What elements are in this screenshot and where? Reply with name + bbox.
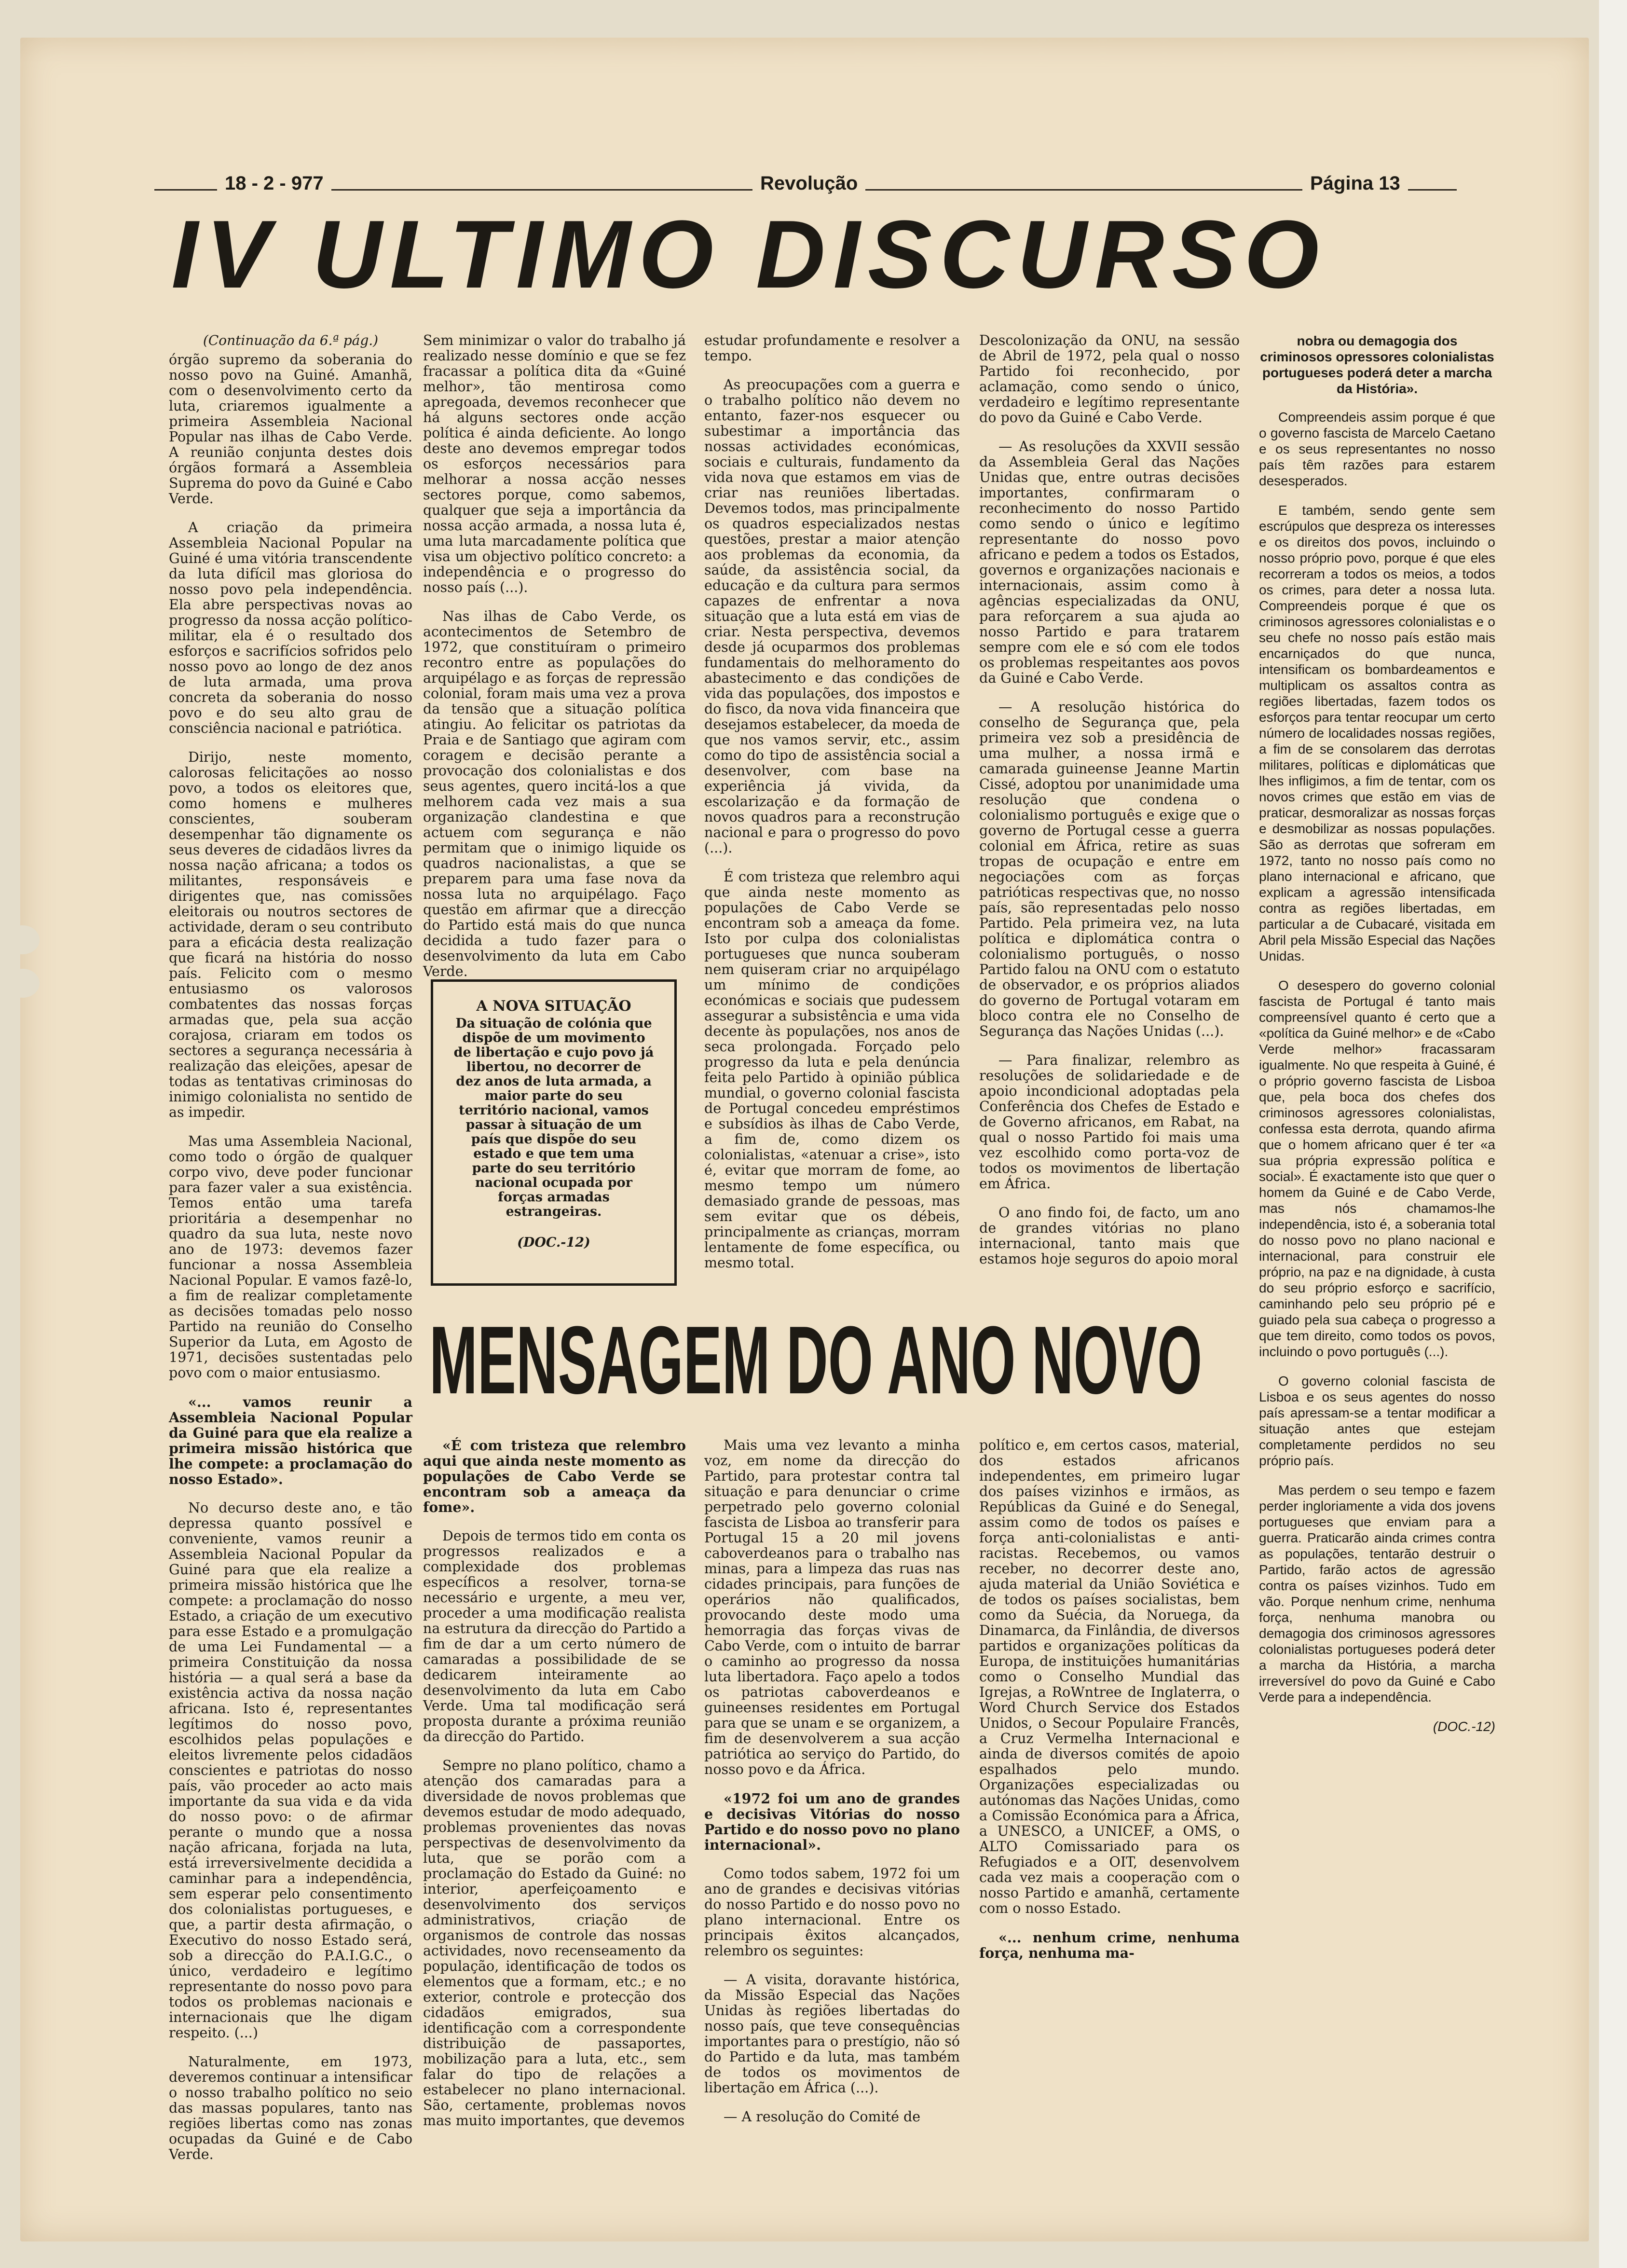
paragraph: Descolonização da ONU, na sessão de Abril de 1972, pela qual o nosso Partido foi reconhecido, por aclamação, como sendo o único, verdadeiro e legítimo representante do povo da Guiné e Cabo Verde. (979, 332, 1240, 426)
box-source: (DOC.-12) (517, 1235, 590, 1250)
paragraph: O ano findo foi, de facto, um ano de grandes vitórias no plano internacional, tanto mais que estamos hoje seguros do apoio moral (979, 1205, 1240, 1267)
continuation-note: (Continuação da 6.ª pág.) (203, 332, 379, 348)
quote-continuation: nobra ou demagogia dos criminosos opressores colonialistas portugueses poderá deter a marcha da História». (1260, 333, 1494, 396)
paragraph: O desespero do governo colonial fascista de Portugal é tanto mais compreensível quanto é certo que a «política da Guiné melhor» e de «Cabo Verde melhor» fracassaram igualmente. No que respeita à Guiné, é o próprio governo fascista de Lisboa que, pela boca dos chefes dos criminosos agressores colonialistas, confessa esta derrota, quando afirma que o homem africano quer é ter «a sua própria expressão política e social». É exactamente isto que quer o homem da Guiné e de Cabo Verde, mas nós chamamos-lhe independência, isto é, a soberania total do nosso povo no plano nacional e internacional, para construir ele próprio, na paz e na dignidade, à custa do seu próprio esforço e sacrifício, caminhando pelo seu próprio pé e guiado pela sua cabeça o progresso a que tem direito, como todos os povos, incluindo o povo português (...). (1259, 978, 1495, 1359)
column-2-lower (423, 1437, 686, 2129)
paragraph: — A resolução histórica do conselho de Segurança que, pela primeira vez sob a presidência de uma mulher, a nossa irmã e camarada guineense Jeanne Martin Cissé, adoptou por unanimidade uma resolução que condena o colonialismo português e exige que o governo de Portugal cesse a guerra colonial em África, retire as suas tropas de ocupação e entre em negociações com as forças patrióticas respectivas que, no nosso país, são representadas pelo nosso Partido. Pela primeira vez, na luta política e diplomática contra o colonialismo português, o nosso Partido falou na ONU com o estatuto de observador, e os próprios aliados do governo de Portugal votaram em bloco contra ele no Conselho de Segurança das Nações Unidas (...). (979, 699, 1240, 1039)
paragraph: E também, sendo gente sem escrúpulos que despreza os interesses e os direitos dos povos, incluindo o nosso próprio povo, porque é que eles recorreram a todos os meios, a todos os crimes, para deter a nossa luta. Compreendeis porque é que os criminosos agressores colonialistas e o seu chefe no nosso país estão mais encarniçados do que nunca, intensificam os bombardeamentos e multiplicam os assaltos contra as regiões libertadas, fazem todos os esforços para tentar reocupar um certo número de localidades nossas regiões, a fim de se consolarem das derrotas militares, políticas e diplomáticas que lhes infligimos, a fim de tentar, com os novos crimes que estão em vias de praticar, desmoralizar as nossas forças e desmobilizar as nossas populações. São as derrotas que sofreram em 1972, tanto no nosso país como no plano internacional e africano, que explicam a agressão intensificada contra as regiões libertadas, em particular a de Cubacaré, visitada em Abril pela Missão Especial das Nações Unidas. (1259, 503, 1495, 963)
paragraph: O governo colonial fascista de Lisboa e os seus agentes do nosso país apressam-se a tentar modificar a situação antes que estejam completamente perdidos no seu próprio país. (1259, 1374, 1495, 1468)
box-text: Da situação de colónia que dispõe de um movimento de libertação e cujo povo já libertou, no decorrer de dez anos de luta armada, a maior parte do seu território nacional, vamos passar à situação de um país que dispõe do seu estado e que tem uma parte do seu território nacional ocupada por forças armadas estrangeiras. (453, 1016, 654, 1219)
paragraph: É com tristeza que relembro aqui que ainda neste momento as populações de Cabo Verde se encontram sob a ameaça da fome. Isto por culpa dos colonialistas portugueses que nunca souberam nem quiseram criar no arquipélago um mínimo de condições económicas e sociais que pudessem assegurar a subsistência e uma vida decente às populações, nos anos de seca prolongada. Forçado pelo progresso da luta e pela denúncia feita pelo Partido à opinião pública mundial, o governo colonial fascista de Portugal concedeu empréstimos e subsídios às ilhas de Cabo Verde, a fim de, como dizem os colonialistas, «atenuar a crise», isto é, evitar que morram de fome, ao mesmo tempo um número demasiado grande de pessoas, mas sem evitar que os débeis, principalmente as crianças, morram lentamente de fome específica, ou mesmo total. (704, 869, 960, 1271)
paragraph: Compreendeis assim porque é que o governo fascista de Marcelo Caetano e os seus representantes no nosso país têm razões para estarem desesperados. (1259, 410, 1495, 488)
paragraph: Sem minimizar o valor do trabalho já realizado nesse domínio e que se fez fracassar a política dita da «Guiné melhor», tão mentirosa como apregoada, devemos reconhecer que há alguns sectores onde acção política é ainda deficiente. Ao longo deste ano devemos empregar todos os esforços necessários para melhorar a nossa acção nesses sectores porque, como sabemos, qualquer que seja a importância da nossa acção armada, a nossa luta é, uma luta marcadamente política que visa um objectivo político concreto: a independência e o progresso do nosso país (...). (423, 332, 686, 595)
column-3 (704, 332, 960, 1271)
paragraph: Mas uma Assembleia Nacional, como todo o órgão de qualquer corpo vivo, deve poder funcionar para fazer valer a sua existência. Temos então uma tarefa prioritária a desempenhar no quadro da sua luta, neste novo ano de 1973: devemos fazer funcionar a nossa Assembleia Nacional Popular. E vamos fazê-lo, a fim de realizar completamente as decisões tomadas pelo nosso Partido na reunião do Conselho Superior da Luta, em Agosto de 1971, decisões sustentadas pelo povo com o maior entusiasmo. (169, 1133, 412, 1381)
paragraph: As preocupações com a guerra e o trabalho político não devem no entanto, fazer-nos esquecer ou subestimar a importância das nossas actividades económicas, sociais e culturais, fundamento da vida nova que estamos em vias de criar nas reuniões libertadas. Devemos todos, mas principalmente os quadros especializados nestas questões, prestar a maior atenção aos problemas da economia, da saúde, da assistência social, da educação e da cultura para sermos capazes de enfrentar a nova situação que a luta está em vias de criar. Nesta perspectiva, devemos desde já ocuparmos dos problemas fundamentais do melhoramento do abastecimento e das condições de vida das populações, dos impostos e do fisco, da nova vida financeira que desejamos estabelecer, da moeda de que nos vamos servir, etc., assim como do tipo de assistência social a desenvolver, com base na experiência já vivida, da escolarização e da formação de novos quadros para a reconstrução nacional e para o progresso do povo (...). (704, 377, 960, 856)
column-3-lower (704, 1437, 960, 2125)
paragraph: Dirijo, neste momento, calorosas felicitações ao nosso povo, a todos os eleitores que, como homens e mulheres conscientes, souberam desempenhar tão dignamente os seus deveres de cidadãos livres da nossa nação africana; a todos os militantes, responsáveis e dirigentes que, nas comissões eleitorais ou noutros sectores de actividade, deram o seu contributo para a eficácia desta realização que ficará na história do nosso país. Felicito com o mesmo entusiasmo os valorosos combatentes das nossas forças armadas que, pela sua acção corajosa, criaram em todos os sectores a segurança necessária à realização das eleições, apesar de todas as tentativas criminosas do inimigo colonialista no sentido de as impedir. (169, 749, 413, 1120)
header-newspaper-name: Revolução (752, 173, 865, 194)
paragraph: — A visita, doravante histórica, da Missão Especial das Nações Unidas às regiões libertadas do nosso país, que teve consequências importantes para o prestígio, não só do Partido e da luta, mas também de todos os movimentos de libertação em África (...). (704, 1972, 960, 2096)
header-date: 18 - 2 - 977 (217, 173, 331, 194)
binder-hole (6, 925, 40, 954)
paragraph: Depois de termos tido em conta os progressos realizados e a complexidade dos problemas específicos a resolver, torna-se necessário e urgente, a meu ver, proceder a uma modificação realista na estrutura da direcção do Partido a fim de dar a um certo número de camaradas a possibilidade de se dedicarem inteiramente ao desenvolvimento da luta em Cabo Verde. Uma tal modificação será proposta durante a próxima reunião da direcção do Partido. (423, 1528, 686, 1745)
page-header (154, 173, 1457, 202)
column-4 (979, 332, 1240, 1267)
paragraph: — Para finalizar, relembro as resoluções de solidariedade e de apoio incondicional adoptadas pela Conferência dos Chefes de Estado e de Governo africanos, em Rabat, na qual o nosso Partido foi mais uma vez escolhido como porta-voz de todos os movimentos de libertação em África. (979, 1052, 1240, 1192)
paragraph: político e, em certos casos, material, dos estados africanos independentes, em primeiro lugar dos países vizinhos e irmãos, as Repúblicas da Guiné e do Senegal, assim como de todos os países e força anti-colonialistas e anti-racistas. Recebemos, ou vamos receber, no decorrer deste ano, ajuda material da União Soviética e de todos os países socialistas, bem como da Suécia, da Noruega, da Dinamarca, da Finlândia, de diversos partidos e organizações políticas da Europa, de instituições humanitárias como o Conselho Mundial das Igrejas, a RoWntree de Inglaterra, o Word Church Service dos Estados Unidos, o Secour Populaire Francês, a Cruz Vermelha Internacional e ainda de diversos comités de apoio espalhados pelo mundo. Organizações especializadas ou autónomas das Nações Unidas, como a Comissão Económica para a África, a UNESCO, a UNICEF, a OMS, o ALTO Comissariado para os Refugiados e a OIT, desenvolvem cada vez mais a cooperação com o nosso Partido e amanhã, certamente com o nosso Estado. (979, 1437, 1240, 1916)
column-2 (423, 333, 686, 989)
column-1 (169, 332, 413, 2162)
binder-hole (6, 969, 40, 998)
paragraph: Como todos sabem, 1972 foi um ano de grandes e decisivas vitórias do nosso Partido e do nosso povo no plano internacional. Entre os principais êxitos alcançados, relembro os seguintes: (704, 1866, 960, 1959)
paragraph: Mais uma vez levanto a minha voz, em nome da direcção do Partido, para protestar contra tal situação e para denunciar o crime perpetrado pelo governo colonial fascista de Lisboa ao transferir para Portugal 15 a 20 mil jovens caboverdeanos para o trabalho nas minas, para a limpeza das ruas nas cidades principais, para funções de operários não qualificados, provocando deste modo uma hemorragia das forças vivas de Cabo Verde, com o intuito de barrar o caminho ao progresso da nossa luta libertadora. Faço apelo a todos os patriotas caboverdeanos e guineenses residentes em Portugal para que se unam e se organizem, a fim de desenvolverem a sua acção patriótica ao serviço do Partido, do nosso povo e da África. (704, 1437, 960, 1777)
pull-quote: «... nenhum crime, nenhuma força, nenhuma ma- (979, 1929, 1240, 1961)
paragraph: órgão supremo da soberania do nosso povo na Guiné. Amanhã, com o desenvolvimento certo da luta, criaremos igualmente a primeira Assembleia Nacional Popular nas ilhas de Cabo Verde. A reunião conjunta destes dois órgãos formará a Assembleia Suprema do povo da Guiné e Cabo Verde. (169, 352, 412, 507)
scan-margin (1599, 0, 1627, 2268)
paragraph: Nas ilhas de Cabo Verde, os acontecimentos de Setembro de 1972, que constituíram o primeiro recontro entre as populações do arquipélago e as forças de repressão colonial, foram mais uma vez a prova da tensão que a situação política atingiu. Ao felicitar os patriotas da Praia e de Santiago que agiram com coragem e decisão perante a provocação dos colonialistas e dos seus agentes, quero incitá-los a que melhorem cada vez mais a sua organização clandestina e que actuem com segurança e não permitam que o inimigo liquide os quadros nacionalistas, a que se preparem para uma fase nova da nossa luta no arquipélago. Faço questão em afirmar que a direcção do Partido está mais do que nunca decidida a tudo fazer para o desenvolvimento da luta em Cabo Verde. (423, 608, 686, 979)
paragraph: Mas perdem o seu tempo e fazem perder ingloriamente a vida dos jovens portugueses que enviam para a guerra. Praticarão ainda crimes contra as populações, tentarão destruir o Partido, farão actos de agressão contra os países vizinhos. Tudo em vão. Porque nenhum crime, nenhuma força, nenhuma manobra ou demagogia dos criminosos agressores colonialistas portugueses poderá deter a marcha da História, a marcha irreversível do povo da Guiné e Cabo Verde para a independência. (1259, 1483, 1495, 1704)
paragraph: estudar profundamente e resolver a tempo. (704, 332, 960, 364)
pull-quote: «... vamos reunir a Assembleia Nacional Popular da Guiné para que ela realize a primeira missão histórica que lhe compete: a proclamação do nosso Estado». (169, 1394, 412, 1487)
paragraph: A criação da primeira Assembleia Nacional Popular na Guiné é uma vitória transcendente da luta difícil mas gloriosa do nosso povo pela independência. Ela abre perspectivas novas ao progresso da nossa acção político-militar, ela é o resultado dos esforços e sacrifícios sofridos pelo nosso povo ao longo de dez anos de luta armada, uma prova concreta da soberania do nosso povo e do seu alto grau de consciência nacional e patriótica. (169, 520, 412, 736)
headline: IV ULTIMO DISCURSO (171, 201, 1327, 308)
column-4-lower (979, 1438, 1240, 2065)
pull-quote: «É com tristeza que relembro aqui que ainda neste momento as populações de Cabo Verde se encontram sob a ameaça da fome». (423, 1437, 686, 1515)
paragraph: Sempre no plano político, chamo a atenção dos camaradas para a diversidade de novos problemas que devemos estudar de modo adequado, problemas provenientes das novas perspectivas de desenvolvimento da luta, que se porão com a proclamação do Estado da Guiné: no interior, aperfeiçoamento e desenvolvimento dos serviços administrativos, criação de organismos de controle das nossas actividades, novo recenseamento da população, identificação de todos os elementos que a formam, etc.; e no exterior, controle e protecção dos cidadãos emigrados, sua identificação com a correspondente distribuição de passaportes, mobilização para a luta, etc., sem falar do tipo de relações a estabelecer no plano internacional. São, certamente, problemas novos mas muito importantes, que devemos (423, 1758, 686, 2129)
column-5 (1259, 333, 1495, 2060)
paragraph: — As resoluções da XXVII sessão da Assembleia Geral das Nações Unidas que, entre outras decisões importantes, confirmaram o reconhecimento do nosso Partido como sendo o único e legítimo representante do nosso povo africano e pedem a todos os Estados, governos e organizações nacionais e internacionais, assim como à agências especializadas da ONU, para reforçarem a sua ajuda ao nosso Partido e para tratarem sempre com ele e só com ele todos os problemas respeitantes aos povos da Guiné e Cabo Verde. (979, 439, 1240, 686)
section-headline: MENSAGEM DO ANO NOVO (429, 1306, 1203, 1414)
paragraph: — A resolução do Comité de (724, 2109, 921, 2125)
document-source: (DOC.-12) (1433, 1719, 1495, 1734)
header-page-number: Página 13 (1302, 173, 1408, 194)
box-heading: A NOVA SITUAÇÃO (476, 998, 631, 1015)
boxed-note (431, 979, 677, 1286)
pull-quote: «1972 foi um ano de grandes e decisivas Vitórias do nosso Partido e do nosso povo no plano internacional». (704, 1790, 960, 1853)
paragraph: Naturalmente, em 1973, deveremos continuar a intensificar o nosso trabalho político no seio das massas populares, tanto nas regiões libertas como nas zonas ocupadas da Guiné e de Cabo Verde. (169, 2054, 412, 2162)
paragraph: No decurso deste ano, e tão depressa quanto possível e conveniente, vamos reunir a Assembleia Nacional Popular da Guiné para que ela realize a primeira missão histórica que lhe compete: a proclamação do nosso Estado, a criação de um executivo para esse Estado e a promulgação de uma Lei Fundamental — a primeira Constituição da nossa história — a qual será a base da existência activa da nossa nação africana. Isto é, representantes legítimos do nosso povo, escolhidos pelas populações e eleitos livremente pelos cidadãos conscientes e patriotas do nosso país, vão proceder ao acto mais importante da sua vida e da vida do nosso povo: o de afirmar perante o mundo que a nossa nação africana, forjada na luta, está irreversivelmente decidida a caminhar para a independência, sem esperar pelo consentimento dos colonialistas portugueses, e que, a partir desta afirmação, o Executivo do nosso Estado será, sob a direcção do P.A.I.G.C., o único, verdadeiro e legítimo representante do nosso povo para todos os problemas nacionais e internacionais que lhe digam respeito. (...) (169, 1500, 412, 2041)
